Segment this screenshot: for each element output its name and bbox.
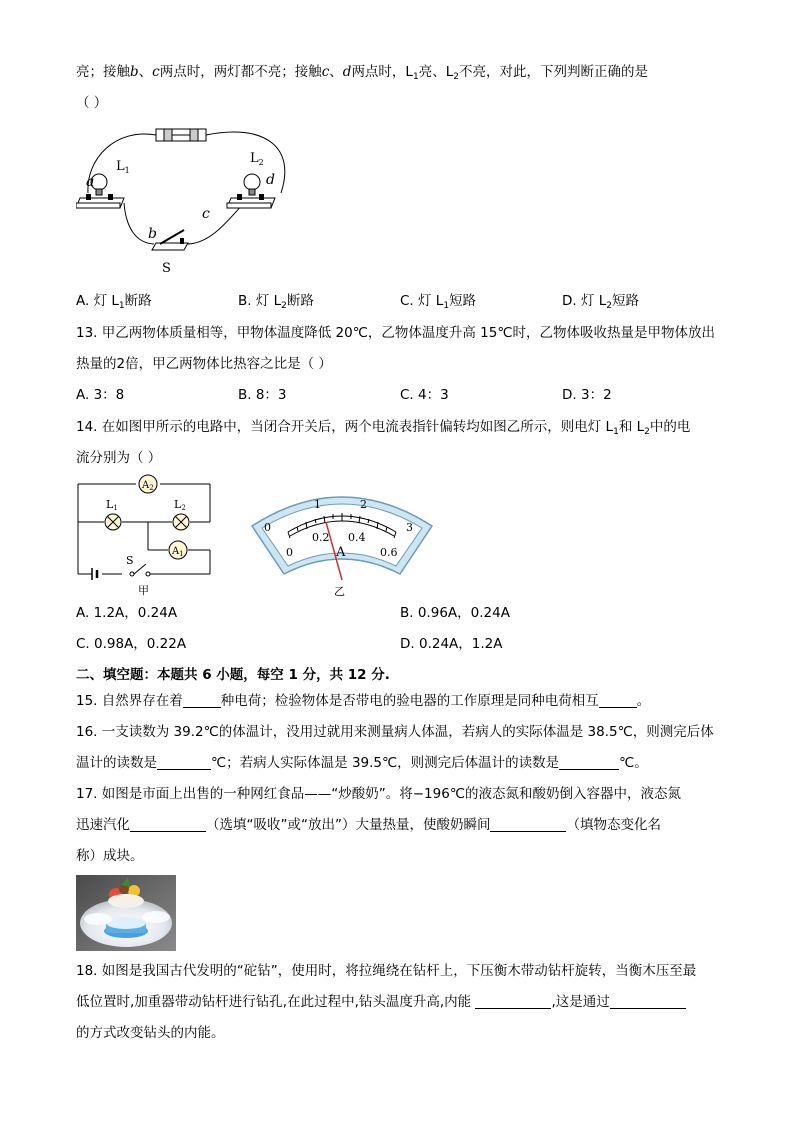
q13-stem-line2: 热量的2倍，甲乙两物体比热容之比是（ ） xyxy=(76,356,332,372)
q17-stem-line3: 称）成块。 xyxy=(76,848,144,864)
q14-option-c[interactable]: C. 0.98A，0.22A xyxy=(76,636,187,652)
fig-label-c: c xyxy=(202,206,210,222)
q13-option-b[interactable]: B. 8：3 xyxy=(238,387,287,403)
q12-option-b[interactable]: B. 灯 $L_2$断路 xyxy=(238,293,314,311)
dial-bottom-tick-3: 0.6 xyxy=(380,546,398,559)
q14-circuit-jia xyxy=(74,472,219,597)
q16-stem-line2: 温计的读数是 ℃；若病人实际体温是 39.5℃，则测完后体温计的读数是 ℃。 xyxy=(76,755,648,771)
dial-bottom-tick-0: 0 xyxy=(286,546,293,559)
q13-option-d[interactable]: D. 3：2 xyxy=(562,387,612,403)
q14-option-b[interactable]: B. 0.96A，0.24A xyxy=(400,605,510,621)
fig-label-l1: $L_1$ xyxy=(116,159,130,175)
switch-s-label: S xyxy=(126,554,134,567)
q17-blank-2[interactable] xyxy=(490,817,566,832)
q18-stem-line1: 18. 如图是我国古代发明的“砣钻”，使用时，将拉绳绕在钻杆上，下压衡木带动钻杆旋转，当衡木压至最 xyxy=(76,963,697,979)
fig-label-l2: $L_2$ xyxy=(250,151,264,167)
q12-option-d[interactable]: D. 灯 $L_2$短路 xyxy=(562,293,640,311)
dial-top-tick-0: 0 xyxy=(264,521,271,534)
q12-stem-line1: 亮；接触b、c两点时，两灯都不亮；接触c、d两点时，$L_1$亮、$L_2$不亮，对此，下列判断正确的是 xyxy=(76,64,648,82)
q13-stem-line1: 13. 甲乙两物体质量相等，甲物体温度降低 20℃，乙物体温度升高 15℃时，乙物体吸收热量是甲物体放出 xyxy=(76,325,716,341)
q12-option-c[interactable]: C. 灯 $L_1$短路 xyxy=(400,293,477,311)
q15-stem: 15. 自然界存在着 种电荷；检验物体是否带电的验电器的工作原理是同种电荷相互 。 xyxy=(76,693,651,709)
q17-blank-1[interactable] xyxy=(130,817,206,832)
section2-title: 二、填空题：本题共 6 小题，每空 1 分，共 12 分. xyxy=(76,667,390,683)
dial-unit-label: A xyxy=(336,545,346,560)
dial-top-tick-1: 1 xyxy=(314,498,321,511)
lamp-l2-label: L2 xyxy=(174,498,186,512)
figure-jia-caption: 甲 xyxy=(138,584,149,597)
q13-option-a[interactable]: A. 3：8 xyxy=(76,387,125,403)
dial-bottom-tick-2: 0.4 xyxy=(348,531,366,544)
q16-stem-line1: 16. 一支读数为 39.2℃的体温计，没用过就用来测量病人体温，若病人的实际体温是 38.5℃，则测完后体 xyxy=(76,724,714,740)
lamp-l1-label: L1 xyxy=(106,498,118,512)
ammeter-a2-label: $A_2$ xyxy=(142,480,154,492)
q16-blank-1[interactable] xyxy=(157,755,211,770)
q17-stem-line1: 17. 如图是市面上出售的一种网红食品——“炒酸奶”。将−196℃的液态氮和酸奶倒入容器中，液态氮 xyxy=(76,786,681,802)
q17-fried-yogurt-photo xyxy=(76,875,176,951)
q14-ammeter-yi xyxy=(248,484,436,599)
q16-blank-2[interactable] xyxy=(559,755,619,770)
dial-top-tick-3: 3 xyxy=(406,521,413,534)
fig-label-s: S xyxy=(162,261,171,276)
q17-stem-line2: 迅速汽化 （选填“吸收”或“放出”）大量热量，使酸奶瞬间 （填物态变化名 xyxy=(76,817,661,833)
q18-stem-line3: 的方式改变钻头的内能。 xyxy=(76,1025,225,1041)
fig-label-a: a xyxy=(86,174,95,190)
q14-option-a[interactable]: A. 1.2A，0.24A xyxy=(76,605,178,621)
q18-stem-line2: 低位置时,加重器带动钻杆进行钻孔,在此过程中,钻头温度升高,内能 ,这是通过 xyxy=(76,993,686,1011)
fig-label-b: b xyxy=(148,226,157,242)
q12-circuit-figure xyxy=(76,118,306,278)
q18-blank-1[interactable] xyxy=(475,994,551,1009)
dial-top-tick-2: 2 xyxy=(360,498,367,511)
q12-option-a[interactable]: A. 灯 $L_1$断路 xyxy=(76,293,152,311)
q15-blank-1[interactable] xyxy=(183,693,221,708)
fig-label-d: d xyxy=(266,172,275,188)
q13-option-c[interactable]: C. 4：3 xyxy=(400,387,449,403)
dial-bottom-tick-1: 0.2 xyxy=(312,531,330,544)
q14-stem-line1: 14. 在如图甲所示的电路中，当闭合开关后，两个电流表指针偏转均如图乙所示，则电灯 $L_1$和 $L_2$中的电 xyxy=(76,419,691,437)
q18-blank-2[interactable] xyxy=(610,994,686,1009)
ammeter-a1-label: $A_1$ xyxy=(172,546,184,558)
q12-answer-paren: （ ） xyxy=(76,95,108,111)
q15-blank-2[interactable] xyxy=(599,693,637,708)
figure-yi-caption: 乙 xyxy=(334,585,345,598)
q14-option-d[interactable]: D. 0.24A，1.2A xyxy=(400,636,503,652)
q14-stem-line2: 流分别为（ ） xyxy=(76,450,162,466)
